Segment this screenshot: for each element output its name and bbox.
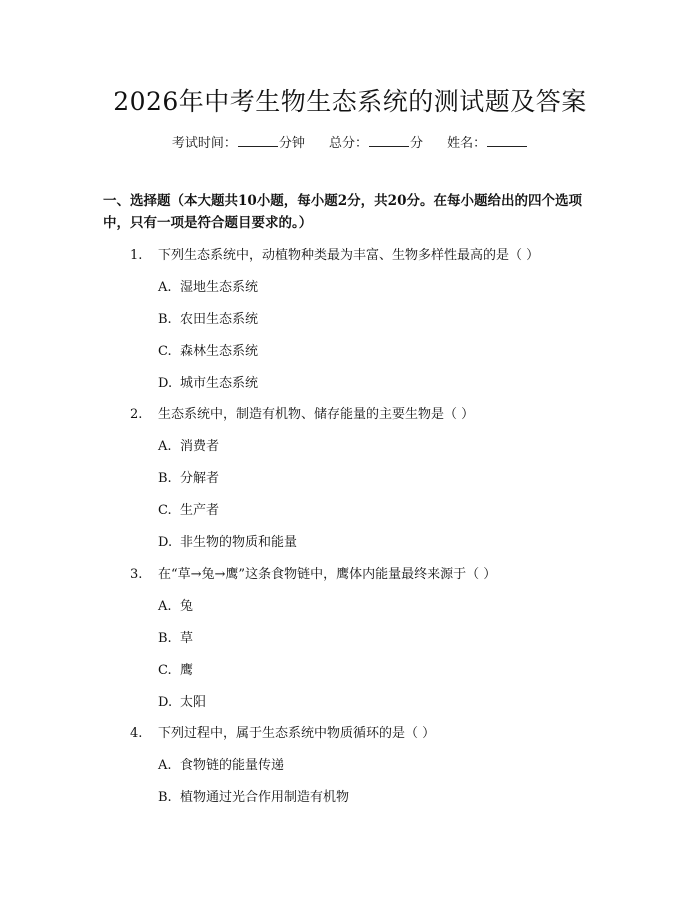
option-text: 草 [180,631,194,646]
question-1-option-d [158,372,258,391]
option-text: 湿地生态系统 [180,280,259,295]
question-1-option-a [158,276,258,295]
option-letter: C. [158,344,172,359]
time-label: 考试时间： [171,136,237,151]
question-3-option-d [158,691,206,710]
score-blank [369,134,409,147]
option-text: 食物链的能量传递 [180,758,285,773]
question-text: 在“草→兔→鹰”这条食物链中，鹰体内能量最终来源于（ ） [158,567,497,582]
option-text: 生产者 [180,503,220,518]
option-letter: B. [158,790,172,805]
time-blank [238,134,278,147]
option-letter: D. [158,376,173,391]
option-text: 植物通过光合作用制造有机物 [180,790,350,805]
option-letter: A. [158,758,172,773]
question-3-option-c [158,659,193,678]
option-letter: B. [158,312,172,327]
exam-time-field [172,136,305,151]
question-text: 下列过程中，属于生态系统中物质循环的是（ ） [158,726,436,741]
name-blank [487,134,527,147]
score-unit: 分 [410,136,424,151]
question-text: 生态系统中，制造有机物、储存能量的主要生物是（ ） [158,407,475,422]
question-2 [130,403,474,422]
question-1-option-b [158,308,258,327]
question-3 [130,563,496,582]
option-letter: D. [158,535,173,550]
option-letter: C. [158,503,172,518]
option-text: 鹰 [180,663,194,678]
option-text: 兔 [180,599,194,614]
option-text: 太阳 [180,695,207,710]
question-2-option-d [158,531,297,550]
option-letter: C. [158,663,172,678]
option-letter: A. [158,599,172,614]
question-number: 2. [130,407,143,422]
question-2-option-b [158,467,219,486]
option-letter: B. [158,631,172,646]
question-4-option-a [158,754,284,773]
option-letter: A. [158,280,172,295]
option-letter: D. [158,695,173,710]
option-text: 非生物的物质和能量 [180,535,298,550]
section-heading: 一、选择题（本大题共10小题，每小题2分，共20分。在每小题给出的四个选项中，只有一项是符合题目要求的。） [103,193,582,231]
option-text: 消费者 [180,439,220,454]
question-number: 3. [130,567,143,582]
time-unit: 分钟 [278,136,305,151]
question-1 [130,244,539,263]
question-4-option-b [158,786,349,805]
question-2-option-a [158,435,219,454]
question-4 [130,722,435,741]
question-1-option-c [158,340,258,359]
option-text: 森林生态系统 [180,344,259,359]
option-letter: B. [158,471,172,486]
score-field [329,136,423,151]
question-3-option-b [158,627,193,646]
option-text: 城市生态系统 [180,376,259,391]
question-number: 4. [130,726,143,741]
exam-meta [0,132,700,151]
option-text: 农田生态系统 [180,312,259,327]
name-field [447,136,528,151]
page-title: 2026年中考生物生态系统的测试题及答案 [113,87,587,116]
question-number: 1. [130,248,143,263]
question-3-option-a [158,595,193,614]
option-text: 分解者 [180,471,220,486]
question-text: 下列生态系统中，动植物种类最为丰富、生物多样性最高的是（ ） [158,248,540,263]
score-label: 总分： [328,136,368,151]
option-letter: A. [158,439,172,454]
question-2-option-c [158,499,219,518]
name-label: 姓名： [447,136,487,151]
